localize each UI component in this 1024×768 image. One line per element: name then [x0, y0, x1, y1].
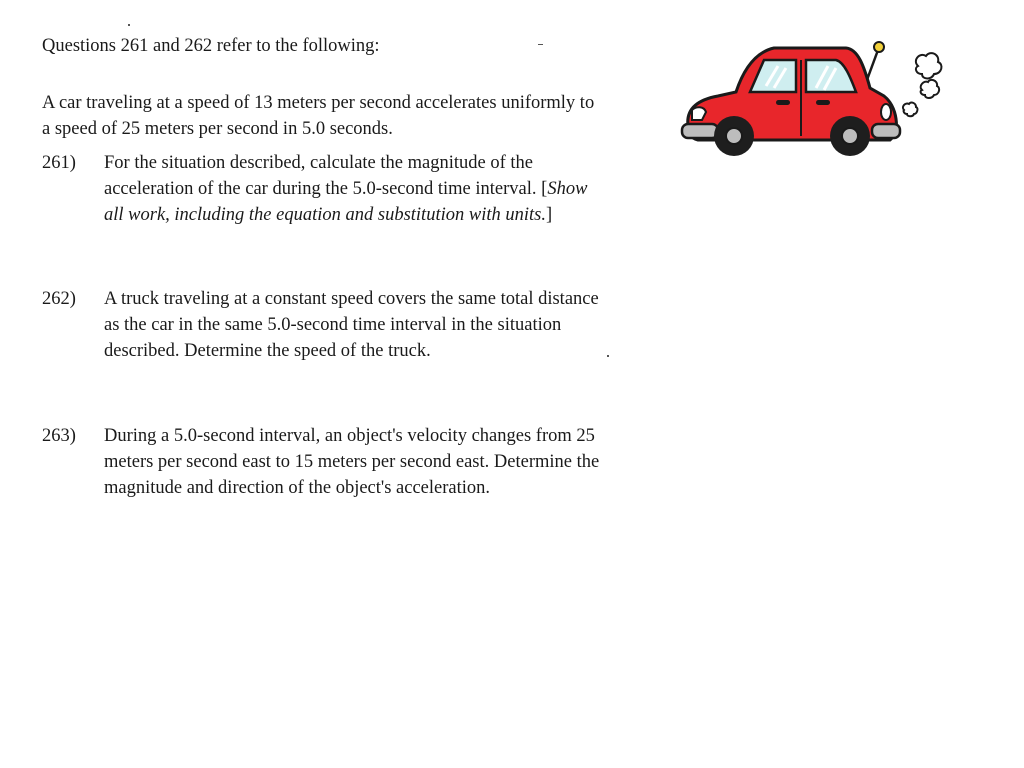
scan-speck	[538, 44, 543, 45]
car-illustration	[678, 36, 948, 166]
car-icon	[678, 36, 948, 166]
question-number: 262)	[42, 289, 76, 309]
bracket-close: ]	[545, 205, 553, 225]
question-263	[42, 423, 602, 501]
question-262	[42, 286, 602, 364]
question-261	[42, 150, 602, 228]
scan-speck	[128, 24, 130, 26]
problem-passage: A car traveling at a speed of 13 meters per second accelerates uniformly to a speed of 25 meters per second in 5.0 seconds.	[42, 93, 595, 139]
bracket-open: [	[536, 179, 548, 199]
question-number: 261)	[42, 153, 76, 173]
question-text	[104, 150, 602, 228]
scan-speck	[607, 355, 609, 357]
question-text: During a 5.0-second interval, an object's velocity changes from 25 meters per second east to 15 meters per second east. Determine the magnitude and direction of the object's acceleration.	[104, 426, 600, 498]
question-body: For the situation described, calculate the magnitude of the acceleration of the car during the 5.0-second time interval.	[104, 153, 537, 199]
intro-line: Questions 261 and 262 refer to the following:	[42, 36, 380, 56]
question-text: A truck traveling at a constant speed covers the same total distance as the car in the same 5.0-second time interval in the situation described. Determine the speed of the truck.	[104, 289, 599, 361]
question-number: 263)	[42, 426, 76, 446]
instruction-note: Show all work, including the equation and substitution with units.	[104, 179, 588, 225]
